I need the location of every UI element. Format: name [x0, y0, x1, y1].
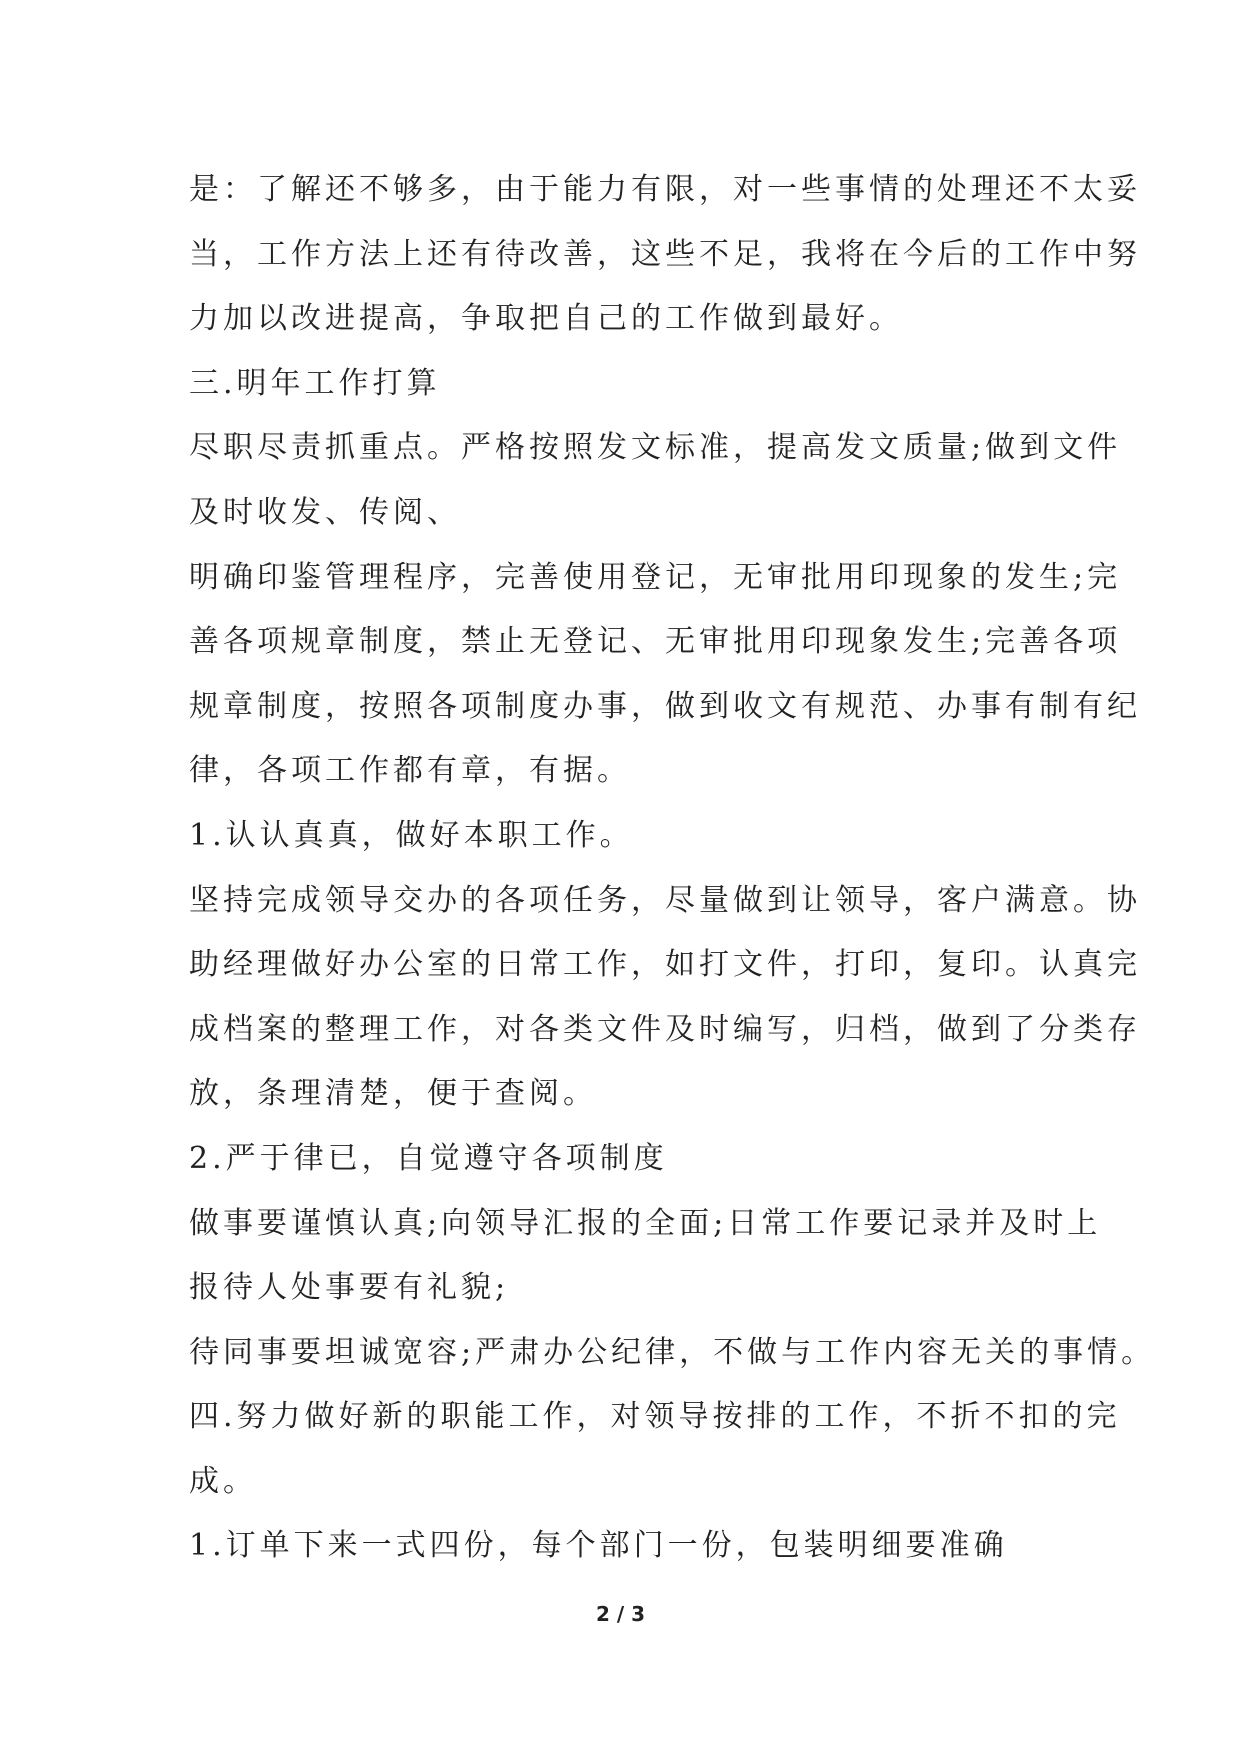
text-line: 坚持完成领导交办的各项任务，尽量做到让领导，客户满意。协: [189, 882, 1141, 918]
page-number: 2 / 3: [595, 1602, 646, 1626]
text-line: 善各项规章制度，禁止无登记、无审批用印现象发生;完善各项: [189, 624, 1122, 660]
subsection-heading: 1.订单下来一式四份，每个部门一份，包装明细要准确: [189, 1528, 1008, 1564]
text-line: 尽职尽责抓重点。严格按照发文标准，提高发文质量;做到文件: [189, 430, 1122, 466]
subsection-heading: 2.严于律已，自觉遵守各项制度: [189, 1140, 668, 1176]
text-line: 律，各项工作都有章，有据。: [189, 753, 631, 789]
text-line: 明确印鉴管理程序，完善使用登记，无审批用印现象的发生;完: [189, 559, 1122, 595]
section-heading: 四.努力做好新的职能工作，对领导按排的工作，不折不扣的完: [189, 1399, 1121, 1435]
section-heading: 三.明年工作打算: [189, 365, 441, 401]
text-line: 报待人处事要有礼貌;: [189, 1270, 510, 1306]
text-line: 成档案的整理工作，对各类文件及时编写，归档，做到了分类存: [189, 1011, 1141, 1047]
subsection-heading: 1.认认真真，做好本职工作。: [189, 817, 634, 853]
text-line: 及时收发、传阅、: [189, 494, 461, 530]
text-line: 是：了解还不够多，由于能力有限，对一些事情的处理还不太妥: [189, 172, 1141, 207]
text-line: 规章制度，按照各项制度办事，做到收文有规范、办事有制有纪: [189, 688, 1141, 724]
text-line: 力加以改进提高，争取把自己的工作做到最好。: [189, 301, 903, 337]
text-line: 做事要谨慎认真;向领导汇报的全面;日常工作要记录并及时上: [189, 1205, 1102, 1241]
text-line: 当，工作方法上还有待改善，这些不足，我将在今后的工作中努: [189, 236, 1141, 272]
text-line: 成。: [189, 1463, 257, 1499]
document-body: [189, 158, 1156, 1579]
text-line: 放，条理清楚，便于查阅。: [189, 1076, 597, 1112]
text-line: 待同事要坦诚宽容;严肃办公纪律，不做与工作内容无关的事情。: [189, 1334, 1156, 1370]
text-line: 助经理做好办公室的日常工作，如打文件，打印，复印。认真完: [189, 947, 1141, 983]
